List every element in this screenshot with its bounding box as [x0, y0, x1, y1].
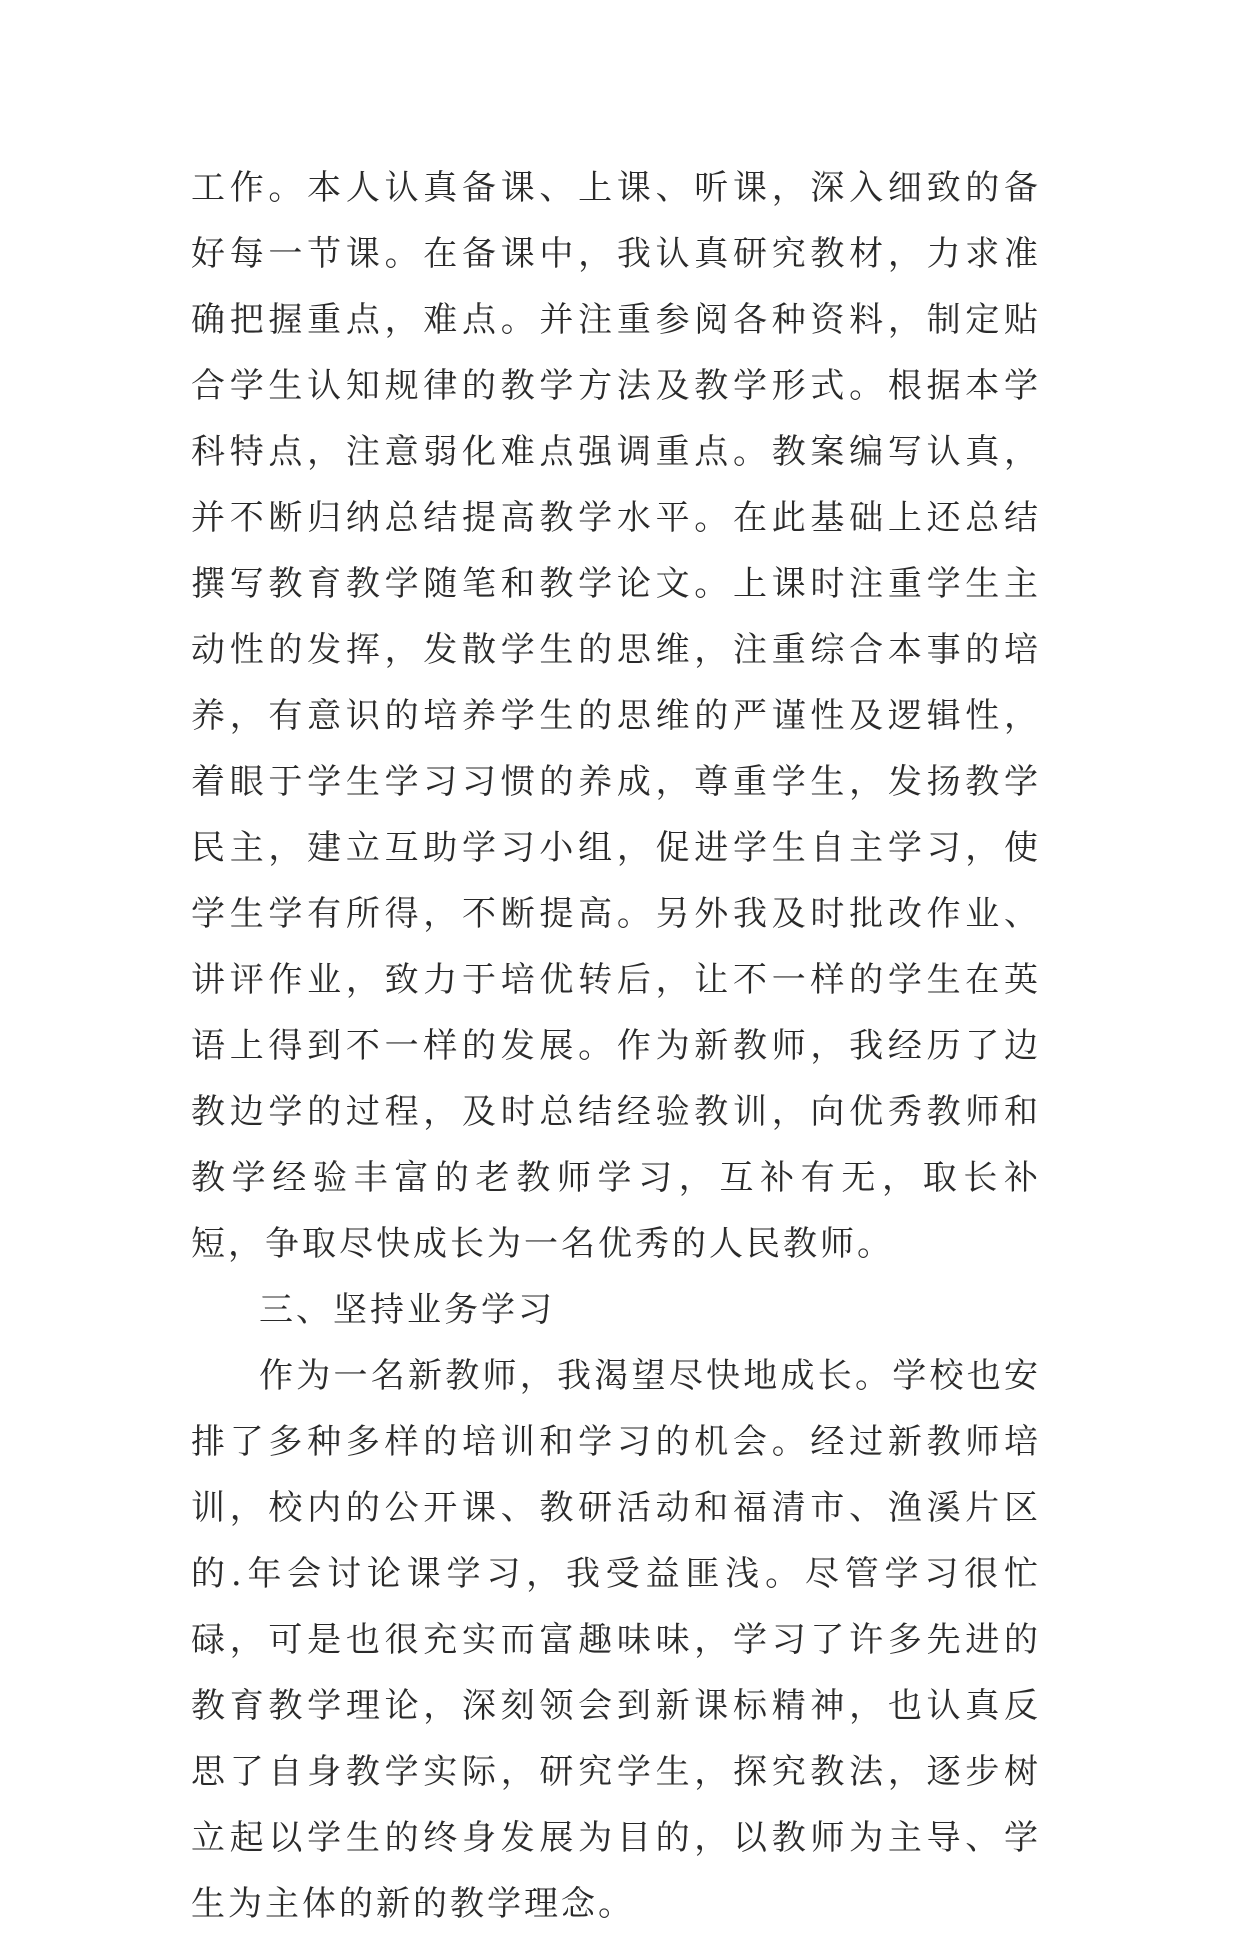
body-paragraph-continued: 工作。本人认真备课、上课、听课，深入细致的备好每一节课。在备课中，我认真研究教材，力求准确把握重点，难点。并注重参阅各种资料，制定贴合学生认知规律的教学方法及教学形式。根据本学科特点，注意弱化难点强调重点。教案编写认真，并不断归纳总结提高教学水平。在此基础上还总结撰写教育教学随笔和教学论文。上课时注重学生主动性的发挥，发散学生的思维，注重综合本事的培养，有意识的培养学生的思维的严谨性及逻辑性，着眼于学生学习习惯的养成，尊重学生，发扬教学民主，建立互助学习小组，促进学生自主学习，使学生学有所得，不断提高。另外我及时批改作业、讲评作业，致力于培优转后，让不一样的学生在英语上得到不一样的发展。作为新教师，我经历了边教边学的过程，及时总结经验教训，向优秀教师和教学经验丰富的老教师学习，互补有无，取长补短，争取尽快成长为一名优秀的人民教师。 — [191, 168, 1041, 1264]
section-heading-three: 三、坚持业务学习 — [259, 1290, 555, 1330]
body-paragraph-study: 作为一名新教师，我渴望尽快地成长。学校也安排了多种多样的培训和学习的机会。经过新教师培训，校内的公开课、教研活动和福清市、渔溪片区的.年会讨论课学习，我受益匪浅。尽管学习很忙碌，可是也很充实而富趣味味，学习了许多先进的教育教学理论，深刻领会到新课标精神，也认真反思了自身教学实际，研究学生，探究教法，逐步树立起以学生的终身发展为目的，以教师为主导、学生为主体的新的教学理念。 — [191, 1356, 1041, 1924]
document-body — [191, 155, 1041, 1937]
